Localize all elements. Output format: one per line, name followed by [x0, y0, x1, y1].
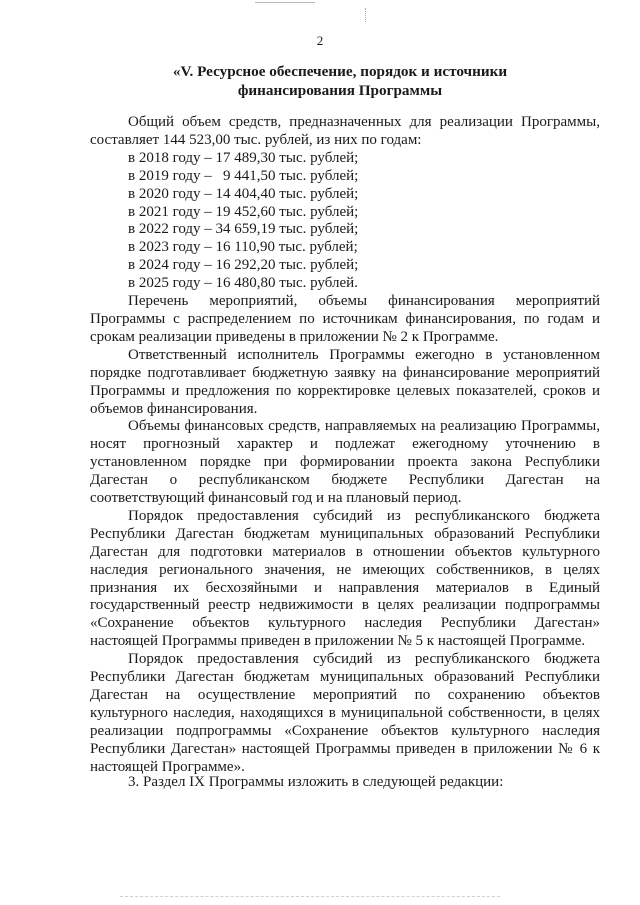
year-item: в 2020 году – 14 404,40 тыс. рублей;: [128, 185, 359, 202]
text-line: соответствующий финансовый год и на плановый период.: [90, 490, 462, 507]
text-line: Общий объем средств, предназначенных для реализации Программы,: [128, 114, 600, 130]
text-line: «Сохранение объектов культурного наследия Республики Дагестан»: [90, 615, 600, 632]
text-line: Порядок предоставления субсидий из республиканского бюджета: [128, 507, 600, 524]
text-line: Республики Дагестан» настоящей Программы приведен в приложении № 6 к: [90, 740, 600, 757]
text-line: Дагестан для подготовки материалов в отношении объектов культурного: [90, 543, 600, 560]
text-line: объемов финансирования.: [90, 400, 258, 417]
text-line: Перечень мероприятий, объемы финансирования мероприятий: [128, 293, 600, 310]
year-item: в 2023 году – 16 110,90 тыс. рублей;: [128, 239, 358, 256]
text-line: Республики Дагестан бюджетам муниципальных образований Республики: [90, 669, 600, 686]
text-line: реализации подпрограммы «Сохранение объектов культурного наследия: [90, 722, 600, 739]
scan-artifact-top: [255, 2, 315, 5]
text-line: Дагестан на осуществление мероприятий по сохранению объектов: [90, 687, 600, 703]
section-heading: [90, 62, 590, 100]
text-line: составляет 144 523,00 тыс. рублей, из них по годам:: [90, 131, 422, 148]
scan-artifact-mark: [365, 8, 380, 22]
year-item: в 2018 году – 17 489,30 тыс. рублей;: [128, 149, 359, 166]
text-line: порядке подготавливает бюджетную заявку на финансирование мероприятий: [90, 364, 600, 381]
text-line: государственный реестр недвижимости в целях реализации подпрограммы: [90, 597, 600, 614]
text-line: Ответственный исполнитель Программы ежегодно в установленном: [128, 346, 600, 363]
text-line: наследия регионального значения, не имеющих собственников, в целях: [90, 561, 600, 578]
text-line: культурного наследия, находящихся в муниципальной собственности, в целях: [90, 704, 600, 721]
text-line: Программы и предложения по корректировке целевых показателей, сроков и: [90, 382, 600, 399]
text-line: Порядок предоставления субсидий из республиканского бюджета: [128, 651, 600, 668]
year-item: в 2019 году – 9 441,50 тыс. рублей;: [128, 167, 359, 184]
text-line: установленном порядке при формировании проекта закона Республики: [90, 454, 600, 471]
text-line: Республики Дагестан бюджетам муниципальных образований Республики: [90, 525, 600, 542]
text-line: настоящей Программе».: [90, 758, 245, 775]
text-line: Дагестан о республиканском бюджете Республики Дагестан на: [90, 472, 600, 489]
year-item: в 2024 году – 16 292,20 тыс. рублей;: [128, 257, 359, 274]
text-line: Объемы финансовых средств, направляемых на реализацию Программы,: [128, 418, 600, 435]
page-number: 2: [316, 33, 324, 48]
year-item: в 2022 году – 34 659,19 тыс. рублей;: [128, 221, 359, 238]
scan-artifact-bottom: [120, 896, 500, 897]
text-line: носят прогнозный характер и подлежат ежегодному уточнению в: [90, 436, 600, 453]
heading-line: «V. Ресурсное обеспечение, порядок и источники: [172, 63, 508, 80]
text-line: признания их бесхозяйными и направления материалов в Единый: [90, 579, 600, 596]
document-body: [90, 114, 600, 777]
text-line: настоящей Программы приведен в приложении № 5 к настоящей Программе.: [90, 633, 586, 650]
text-line: срокам реализации приведены в приложении № 2 к Программе.: [90, 328, 499, 345]
amendment-line: 3. Раздел IX Программы изложить в следующей редакции:: [128, 774, 504, 790]
heading-line: финансирования Программы: [237, 82, 443, 99]
year-item: в 2025 году – 16 480,80 тыс. рублей.: [128, 275, 358, 292]
text-line: Программы с распределением по источникам финансирования, по годам и: [90, 310, 600, 327]
year-item: в 2021 году – 19 452,60 тыс. рублей;: [128, 203, 359, 220]
